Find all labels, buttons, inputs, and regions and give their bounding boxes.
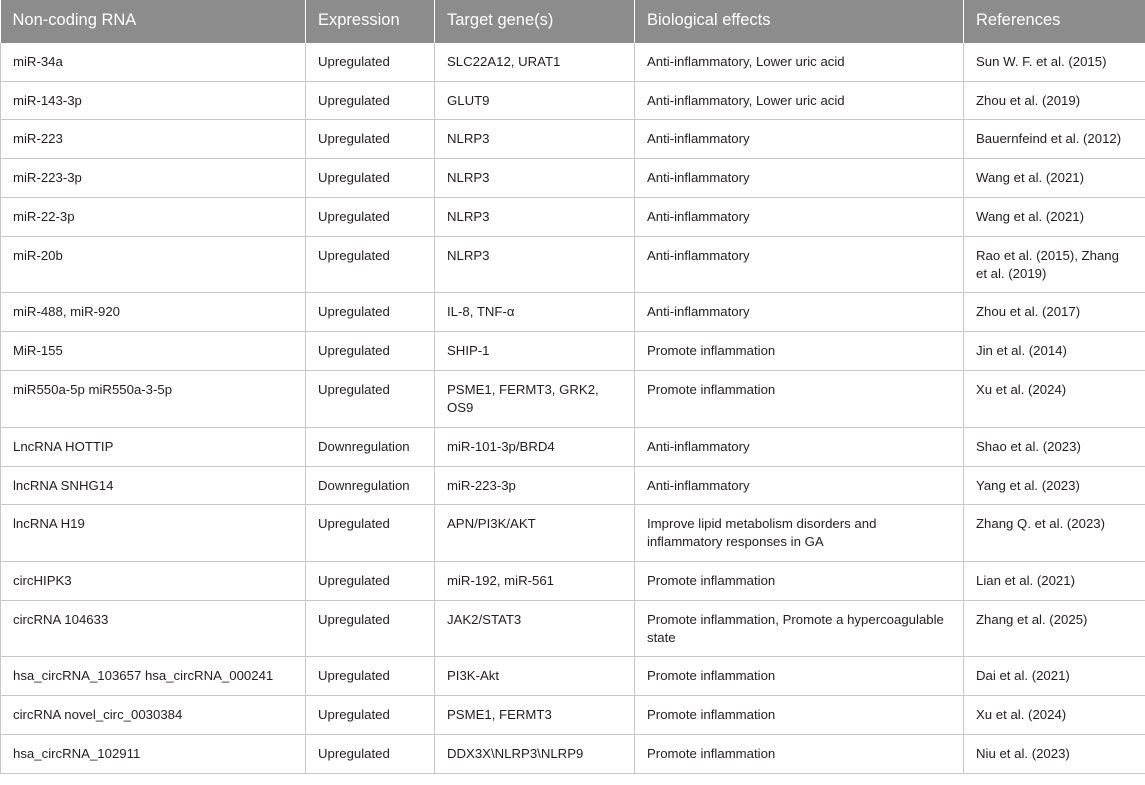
- cell-non-coding-rna: miR-34a: [1, 43, 306, 81]
- table-header: [1, 0, 1145, 43]
- table-row: [1, 159, 1145, 198]
- table-row: [1, 332, 1145, 371]
- cell-biological-effects: Anti-inflammatory: [635, 466, 964, 505]
- cell-target-genes: miR-101-3p/BRD4: [435, 427, 635, 466]
- table-header-row: [1, 0, 1145, 43]
- cell-non-coding-rna: circHIPK3: [1, 561, 306, 600]
- cell-expression: Upregulated: [306, 81, 435, 120]
- table-row: [1, 561, 1145, 600]
- cell-expression: Upregulated: [306, 159, 435, 198]
- table-body: [1, 43, 1145, 774]
- table-row: [1, 657, 1145, 696]
- cell-references: Sun W. F. et al. (2015): [964, 43, 1145, 81]
- cell-references: Jin et al. (2014): [964, 332, 1145, 371]
- cell-references: Zhou et al. (2017): [964, 293, 1145, 332]
- table-row: [1, 735, 1145, 774]
- table-row: [1, 293, 1145, 332]
- cell-non-coding-rna: hsa_circRNA_102911: [1, 735, 306, 774]
- cell-non-coding-rna: lncRNA H19: [1, 505, 306, 562]
- cell-target-genes: PI3K-Akt: [435, 657, 635, 696]
- cell-target-genes: SLC22A12, URAT1: [435, 43, 635, 81]
- cell-target-genes: DDX3X\NLRP3\NLRP9: [435, 735, 635, 774]
- cell-target-genes: PSME1, FERMT3, GRK2, OS9: [435, 371, 635, 428]
- cell-non-coding-rna: miR-20b: [1, 236, 306, 293]
- table-row: [1, 43, 1145, 81]
- cell-expression: Upregulated: [306, 735, 435, 774]
- cell-target-genes: miR-192, miR-561: [435, 561, 635, 600]
- cell-expression: Upregulated: [306, 43, 435, 81]
- cell-biological-effects: Promote inflammation: [635, 332, 964, 371]
- cell-references: Xu et al. (2024): [964, 371, 1145, 428]
- cell-expression: Upregulated: [306, 236, 435, 293]
- cell-expression: Upregulated: [306, 371, 435, 428]
- cell-target-genes: IL-8, TNF-α: [435, 293, 635, 332]
- column-header-expression: Expression: [306, 0, 435, 43]
- cell-non-coding-rna: LncRNA HOTTIP: [1, 427, 306, 466]
- cell-references: Bauernfeind et al. (2012): [964, 120, 1145, 159]
- cell-non-coding-rna: miR-223: [1, 120, 306, 159]
- cell-biological-effects: Anti-inflammatory, Lower uric acid: [635, 81, 964, 120]
- cell-biological-effects: Promote inflammation: [635, 735, 964, 774]
- cell-expression: Downregulation: [306, 466, 435, 505]
- cell-expression: Downregulation: [306, 427, 435, 466]
- cell-expression: Upregulated: [306, 198, 435, 237]
- cell-expression: Upregulated: [306, 332, 435, 371]
- cell-non-coding-rna: hsa_circRNA_103657 hsa_circRNA_000241: [1, 657, 306, 696]
- cell-non-coding-rna: lncRNA SNHG14: [1, 466, 306, 505]
- cell-expression: Upregulated: [306, 600, 435, 657]
- cell-biological-effects: Anti-inflammatory: [635, 293, 964, 332]
- table-row: [1, 81, 1145, 120]
- cell-references: Wang et al. (2021): [964, 198, 1145, 237]
- cell-target-genes: NLRP3: [435, 236, 635, 293]
- column-header-target-genes: Target gene(s): [435, 0, 635, 43]
- cell-biological-effects: Promote inflammation: [635, 696, 964, 735]
- cell-references: Wang et al. (2021): [964, 159, 1145, 198]
- cell-biological-effects: Promote inflammation: [635, 657, 964, 696]
- cell-non-coding-rna: miR-223-3p: [1, 159, 306, 198]
- cell-references: Xu et al. (2024): [964, 696, 1145, 735]
- cell-expression: Upregulated: [306, 120, 435, 159]
- cell-references: Niu et al. (2023): [964, 735, 1145, 774]
- cell-biological-effects: Anti-inflammatory: [635, 198, 964, 237]
- cell-biological-effects: Anti-inflammatory: [635, 236, 964, 293]
- cell-expression: Upregulated: [306, 505, 435, 562]
- cell-target-genes: SHIP-1: [435, 332, 635, 371]
- cell-biological-effects: Anti-inflammatory, Lower uric acid: [635, 43, 964, 81]
- cell-references: Dai et al. (2021): [964, 657, 1145, 696]
- table-row: [1, 427, 1145, 466]
- cell-non-coding-rna: miR-488, miR-920: [1, 293, 306, 332]
- column-header-references: References: [964, 0, 1145, 43]
- cell-references: Lian et al. (2021): [964, 561, 1145, 600]
- table-row: [1, 696, 1145, 735]
- column-header-non-coding-rna: Non-coding RNA: [1, 0, 306, 43]
- cell-non-coding-rna: miR-143-3p: [1, 81, 306, 120]
- table-row: [1, 466, 1145, 505]
- cell-expression: Upregulated: [306, 657, 435, 696]
- table-row: [1, 120, 1145, 159]
- cell-expression: Upregulated: [306, 561, 435, 600]
- table-row: [1, 505, 1145, 562]
- cell-biological-effects: Anti-inflammatory: [635, 159, 964, 198]
- cell-biological-effects: Promote inflammation: [635, 561, 964, 600]
- cell-non-coding-rna: miR-22-3p: [1, 198, 306, 237]
- cell-non-coding-rna: MiR-155: [1, 332, 306, 371]
- cell-target-genes: GLUT9: [435, 81, 635, 120]
- cell-biological-effects: Promote inflammation: [635, 371, 964, 428]
- cell-target-genes: NLRP3: [435, 159, 635, 198]
- table-row: [1, 600, 1145, 657]
- table-row: [1, 371, 1145, 428]
- cell-target-genes: APN/PI3K/AKT: [435, 505, 635, 562]
- cell-target-genes: PSME1, FERMT3: [435, 696, 635, 735]
- cell-non-coding-rna: circRNA 104633: [1, 600, 306, 657]
- cell-target-genes: JAK2/STAT3: [435, 600, 635, 657]
- cell-biological-effects: Improve lipid metabolism disorders and inflammatory responses in GA: [635, 505, 964, 562]
- table-row: [1, 198, 1145, 237]
- cell-references: Zhang et al. (2025): [964, 600, 1145, 657]
- cell-references: Rao et al. (2015), Zhang et al. (2019): [964, 236, 1145, 293]
- cell-expression: Upregulated: [306, 293, 435, 332]
- column-header-biological-effects: Biological effects: [635, 0, 964, 43]
- cell-non-coding-rna: circRNA novel_circ_0030384: [1, 696, 306, 735]
- cell-target-genes: NLRP3: [435, 198, 635, 237]
- cell-references: Shao et al. (2023): [964, 427, 1145, 466]
- cell-biological-effects: Anti-inflammatory: [635, 120, 964, 159]
- cell-biological-effects: Promote inflammation, Promote a hypercoagulable state: [635, 600, 964, 657]
- cell-target-genes: miR-223-3p: [435, 466, 635, 505]
- cell-non-coding-rna: miR550a-5p miR550a-3-5p: [1, 371, 306, 428]
- cell-references: Zhou et al. (2019): [964, 81, 1145, 120]
- cell-references: Yang et al. (2023): [964, 466, 1145, 505]
- cell-biological-effects: Anti-inflammatory: [635, 427, 964, 466]
- cell-target-genes: NLRP3: [435, 120, 635, 159]
- cell-references: Zhang Q. et al. (2023): [964, 505, 1145, 562]
- table-row: [1, 236, 1145, 293]
- cell-expression: Upregulated: [306, 696, 435, 735]
